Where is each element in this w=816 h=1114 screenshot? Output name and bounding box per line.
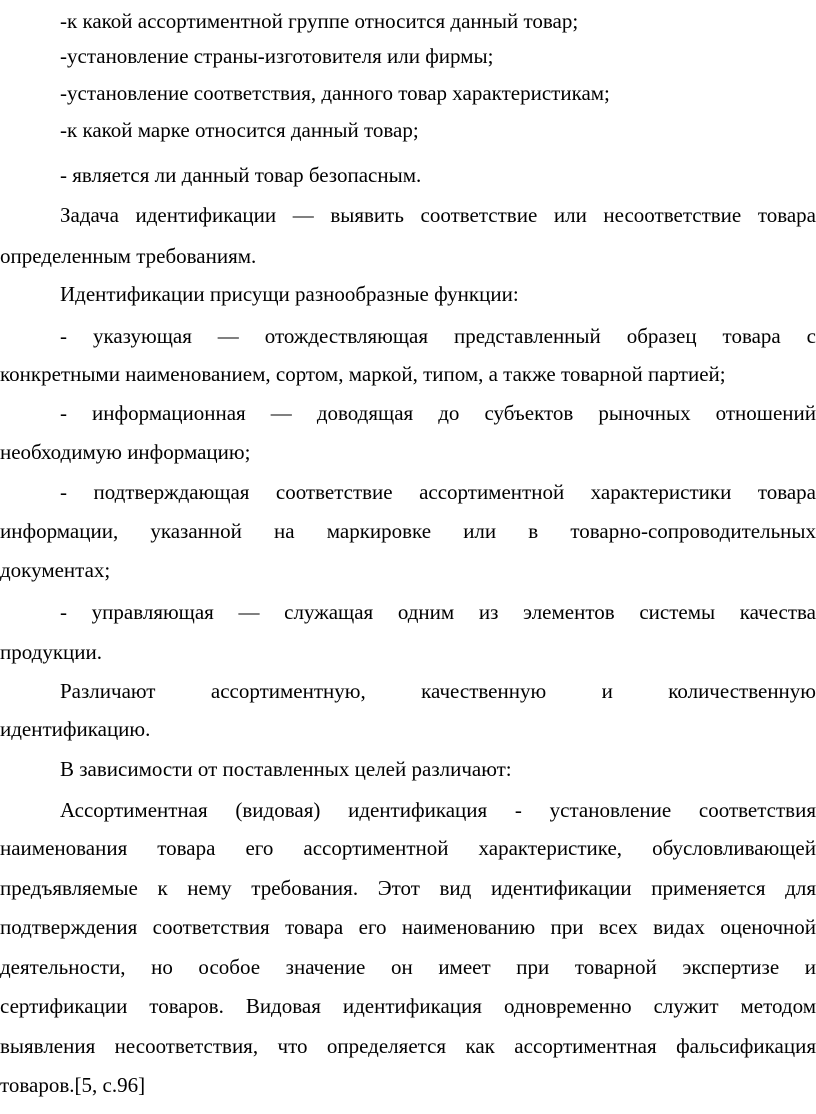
text-line: конкретными наименованием, сортом, маркой, типом, а также товарной партией; xyxy=(0,362,726,386)
text-line: наименования товара его ассортиментной характеристике, обусловливающей xyxy=(0,836,816,860)
text-line: - указующая — отождествляющая представленный образец товара с xyxy=(60,324,816,348)
text-line: - подтверждающая соответствие ассортиментной характеристики товара xyxy=(60,480,816,504)
text-line: идентификацию. xyxy=(0,717,151,741)
text-line: сертификации товаров. Видовая идентификация одновременно служит методом xyxy=(0,994,816,1018)
text-line: Идентификации присущи разнообразные функции: xyxy=(60,282,519,306)
text-line: деятельности, но особое значение он имеет при товарной экспертизе и xyxy=(0,955,816,979)
text-line: -установление страны-изготовителя или фирмы; xyxy=(60,44,494,68)
text-line: -к какой ассортиментной группе относится данный товар; xyxy=(60,9,579,33)
text-line: подтверждения соответствия товара его наименованию при всех видах оценочной xyxy=(0,915,816,939)
text-line: документах; xyxy=(0,558,111,582)
text-line: необходимую информацию; xyxy=(0,440,251,464)
text-line: - информационная — доводящая до субъектов рыночных отношений xyxy=(60,401,816,425)
text-line: - является ли данный товар безопасным. xyxy=(60,163,422,187)
text-line: продукции. xyxy=(0,640,102,664)
text-line: Ассортиментная (видовая) идентификация - установление соответствия xyxy=(60,798,816,822)
text-line: выявления несоответствия, что определяется как ассортиментная фальсификация xyxy=(0,1034,816,1058)
text-line: предъявляемые к нему требования. Этот вид идентификации применяется для xyxy=(0,876,816,900)
text-line: информации, указанной на маркировке или в товарно-сопроводительных xyxy=(0,519,816,543)
text-line: Различают ассортиментную, качественную и количественную xyxy=(60,679,816,703)
text-line: Задача идентификации — выявить соответствие или несоответствие товара xyxy=(60,203,816,227)
text-line: - управляющая — служащая одним из элементов системы качества xyxy=(60,600,816,624)
text-line: определенным требованиям. xyxy=(0,244,257,268)
text-line: -установление соответствия, данного товар характеристикам; xyxy=(60,81,610,105)
text-line: -к какой марке относится данный товар; xyxy=(60,118,419,142)
text-line: В зависимости от поставленных целей различают: xyxy=(60,757,512,781)
text-line: товаров.[5, с.96] xyxy=(0,1073,146,1097)
